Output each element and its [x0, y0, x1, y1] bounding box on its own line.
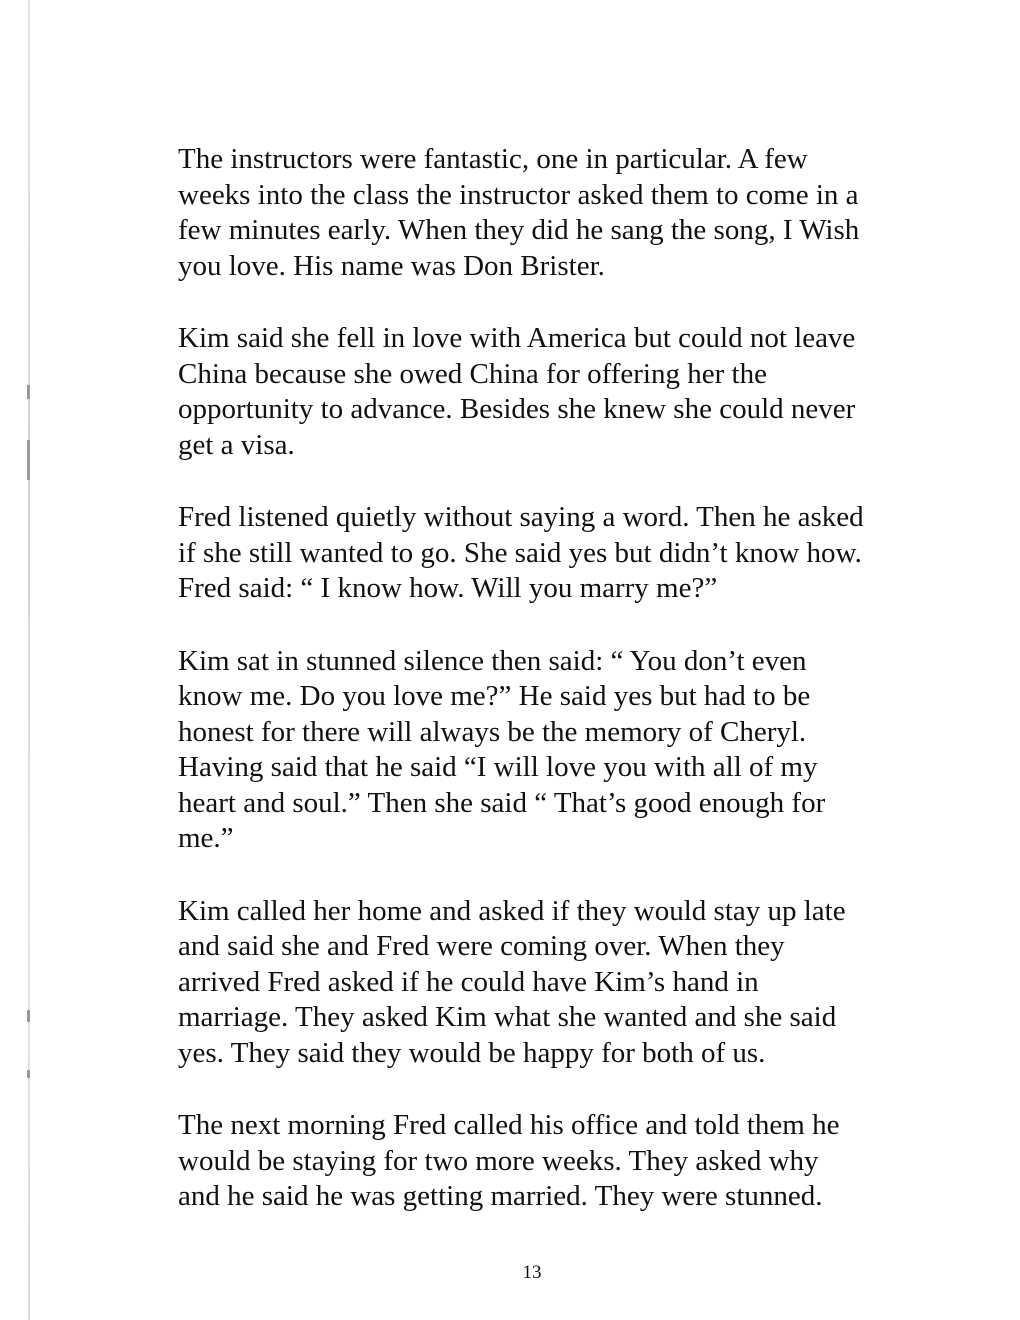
text-line: The instructors were fantastic, one in particular. A few: [178, 143, 808, 175]
text-line: yes. They said they would be happy for both of us.: [178, 1036, 766, 1069]
text-line: heart and soul.” Then she said “ That’s good enough for: [178, 786, 826, 819]
scan-binding-mark: [27, 1010, 30, 1022]
scan-binding-mark: [27, 1070, 30, 1078]
text-line: and he said he was getting married. They were stunned.: [178, 1180, 823, 1212]
paragraph: [178, 142, 918, 284]
text-line: opportunity to advance. Besides she knew she could never: [178, 393, 856, 425]
text-line: Kim called her home and asked if they would stay up late: [178, 894, 846, 927]
text-line: and said she and Fred were coming over. When they: [178, 930, 785, 962]
scan-binding-mark: [27, 385, 30, 399]
page-body: [178, 142, 918, 1252]
text-line: arrived Fred asked if he could have Kim’s hand in: [178, 965, 759, 998]
scan-binding-edge: [28, 0, 30, 1320]
text-line: Kim said she fell in love with America but could not leave: [178, 322, 856, 354]
paragraph: [178, 644, 918, 857]
text-line: Having said that he said “I will love you with all of my: [178, 751, 818, 783]
paragraph: [178, 1108, 918, 1215]
text-line: Kim sat in stunned silence then said: “ You don’t even: [178, 644, 807, 677]
text-line: Fred said: “ I know how. Will you marry me?”: [178, 572, 718, 604]
paragraph: [178, 321, 918, 463]
paragraph: [178, 894, 918, 1072]
text-line: me.”: [178, 822, 234, 854]
text-line: honest for there will always be the memory of Cheryl.: [178, 715, 807, 748]
text-line: if she still wanted to go. She said yes but didn’t know how.: [178, 536, 862, 569]
scan-binding-mark: [27, 440, 30, 480]
text-line: marriage. They asked Kim what she wanted and she said: [178, 1001, 837, 1033]
page-number: 13: [522, 1262, 542, 1283]
text-line: weeks into the class the instructor asked them to come in a: [178, 178, 859, 211]
text-line: get a visa.: [178, 428, 295, 461]
text-line: know me. Do you love me?” He said yes but had to be: [178, 680, 811, 712]
paragraph: [178, 500, 918, 607]
text-line: China because she owed China for offering her the: [178, 357, 767, 390]
text-line: few minutes early. When they did he sang the song, I Wish: [178, 214, 860, 246]
text-line: you love. His name was Don Brister.: [178, 249, 605, 282]
text-line: would be staying for two more weeks. They asked why: [178, 1144, 819, 1177]
text-line: The next morning Fred called his office and told them he: [178, 1109, 840, 1141]
text-line: Fred listened quietly without saying a word. Then he asked: [178, 501, 864, 533]
